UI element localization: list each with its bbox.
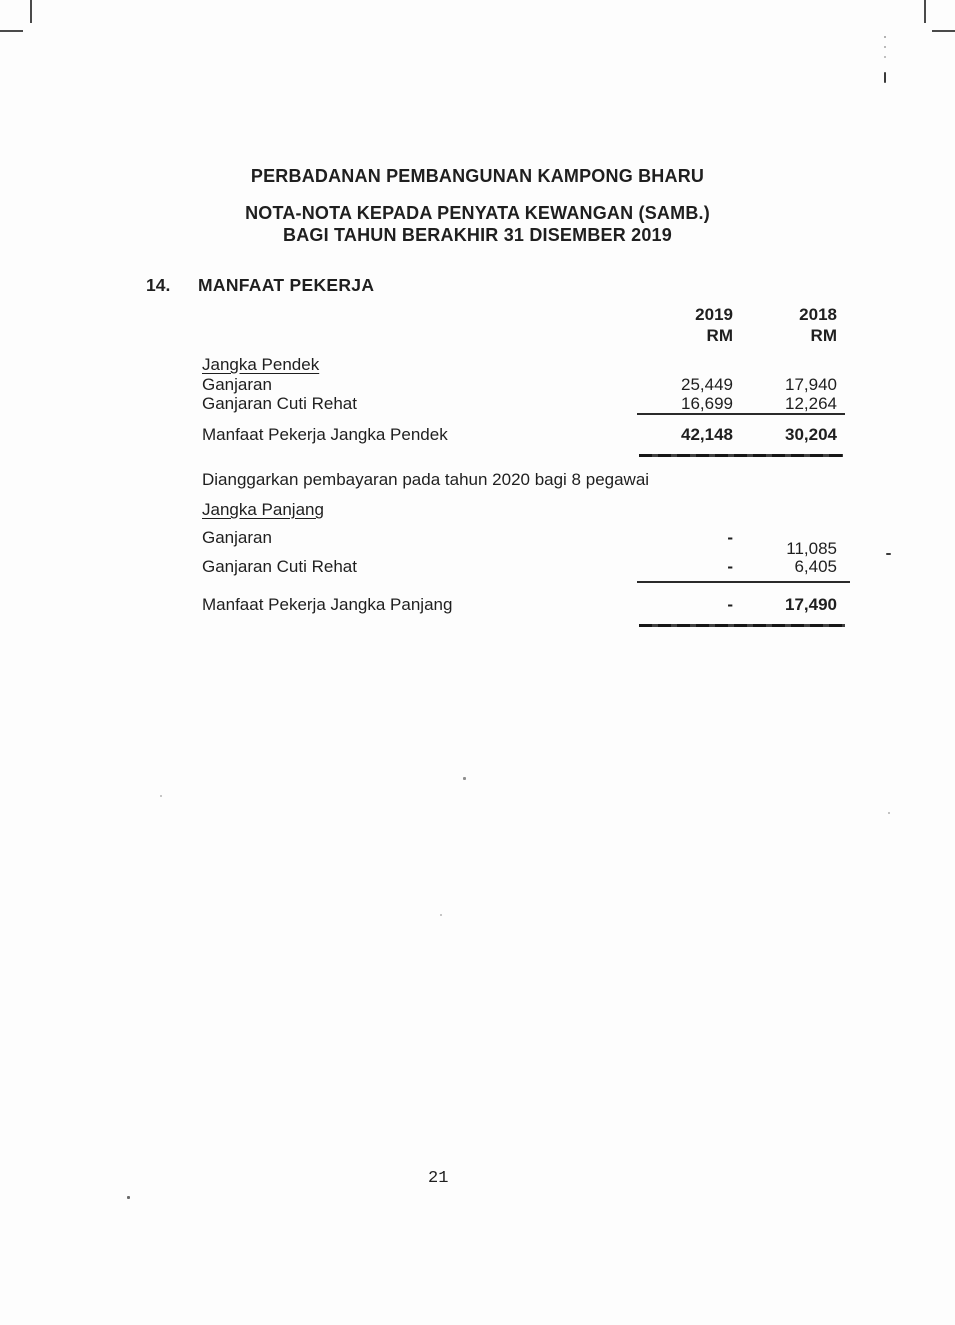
total-value-2018: 17,490 <box>785 595 837 614</box>
row-value-2019: - <box>727 557 733 576</box>
scan-mark <box>886 553 891 555</box>
long-term-heading: Jangka Panjang <box>202 500 324 519</box>
scan-speck <box>127 1196 130 1199</box>
currency-label-2018: RM <box>810 326 837 345</box>
subtotal-rule <box>637 581 850 583</box>
total-label: Manfaat Pekerja Jangka Pendek <box>202 425 448 444</box>
payment-note: Dianggarkan pembayaran pada tahun 2020 bagi 8 pegawai <box>202 470 650 489</box>
section-number: 14. <box>146 275 171 295</box>
row-value-2018: 11,085 <box>786 539 837 558</box>
section-title: MANFAAT PEKERJA <box>198 275 375 295</box>
row-label: Ganjaran Cuti Rehat <box>202 557 357 576</box>
scan-speck <box>884 46 886 48</box>
row-label: Ganjaran Cuti Rehat <box>202 394 357 413</box>
row-value-2019: 25,449 <box>681 375 733 394</box>
doc-subtitle: BAGI TAHUN BERAKHIR 31 DISEMBER 2019 <box>283 225 672 245</box>
row-label: Ganjaran <box>202 375 272 394</box>
page-number: 21 <box>428 1169 449 1188</box>
scan-speck <box>884 36 886 38</box>
total-rule <box>639 454 843 457</box>
column-header-2018: 2018 <box>799 305 837 324</box>
subtotal-rule <box>637 413 845 415</box>
scan-speck <box>160 795 162 797</box>
org-name: PERBADANAN PEMBANGUNAN KAMPONG BHARU <box>250 166 705 186</box>
row-label: Ganjaran <box>202 528 272 547</box>
row-value-2019: - <box>727 528 733 547</box>
crop-mark-top-left-vertical <box>30 0 32 23</box>
doc-title: NOTA-NOTA KEPADA PENYATA KEWANGAN (SAMB.) <box>245 203 710 223</box>
crop-mark-top-left-horizontal <box>0 30 23 32</box>
scan-speck <box>440 914 442 916</box>
crop-mark-top-right-horizontal <box>932 30 955 32</box>
scan-speck <box>888 812 890 814</box>
row-value-2018: 12,264 <box>785 394 837 413</box>
currency-label-2019: RM <box>706 326 733 345</box>
total-label: Manfaat Pekerja Jangka Panjang <box>202 595 453 614</box>
crop-mark-top-right-vertical <box>924 0 926 23</box>
total-value-2018: 30,204 <box>785 425 837 444</box>
short-term-heading: Jangka Pendek <box>202 355 320 374</box>
row-value-2018: 6,405 <box>794 557 837 576</box>
row-value-2019: 16,699 <box>681 394 733 413</box>
scan-speck <box>463 777 466 780</box>
scan-speck <box>884 56 886 58</box>
scan-mark <box>884 72 886 83</box>
column-header-2019: 2019 <box>695 305 733 324</box>
total-value-2019: - <box>727 595 733 614</box>
total-value-2019: 42,148 <box>681 425 733 444</box>
row-value-2018: 17,940 <box>785 375 837 394</box>
total-rule <box>639 624 845 627</box>
